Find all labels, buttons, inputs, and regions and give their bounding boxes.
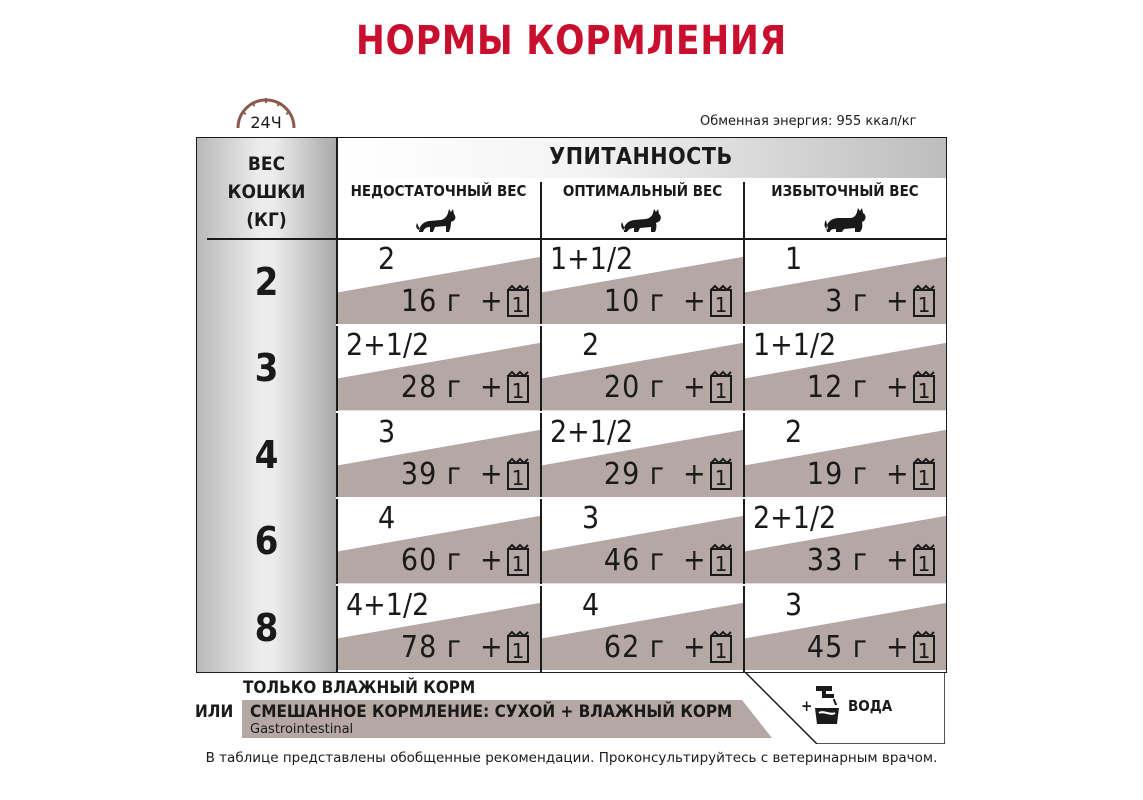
weight-value: 3 [254, 346, 279, 391]
table-cell [745, 586, 946, 670]
pouch-icon-count: 1 [917, 465, 931, 490]
plus-sign: + [480, 629, 503, 665]
pouch-icon-count: 1 [714, 293, 728, 317]
table-cell [542, 240, 743, 324]
dry-grams: 78 г [400, 629, 462, 665]
page-title: НОРМЫ КОРМЛЕНИЯ [356, 18, 787, 64]
pouch-icon-count: 1 [714, 379, 728, 404]
table-cell [338, 413, 540, 497]
column-header-overweight: ИЗБЫТОЧНЫЙ ВЕС [771, 182, 919, 200]
pouch-count: 2 [785, 414, 803, 450]
plus-sign: + [886, 456, 909, 492]
legend-mixed: СМЕШАННОЕ КОРМЛЕНИЕ: СУХОЙ + ВЛАЖНЫЙ КОРМ [250, 702, 733, 722]
wet-pouch-icon [506, 543, 530, 577]
weight-header-line: КОШКИ [227, 181, 306, 203]
pouch-icon-count: 1 [511, 465, 525, 490]
wet-pouch-icon [912, 630, 936, 664]
plus-sign: + [683, 456, 706, 492]
wet-pouch-icon [912, 370, 936, 404]
feeding-table [196, 137, 947, 673]
dry-grams: 3 г [825, 284, 868, 319]
plus-sign: + [886, 629, 909, 665]
wet-pouch-icon [709, 630, 733, 664]
plus-sign: + [683, 370, 706, 406]
table-cell [542, 326, 743, 410]
weight-header-line: ВЕС [247, 153, 286, 175]
wet-pouch-icon [506, 370, 530, 404]
wet-pouch-icon [709, 457, 733, 491]
thin-cat-icon [415, 206, 459, 234]
pouch-icon-count: 1 [917, 379, 931, 404]
table-cell [745, 413, 946, 497]
wet-pouch-icon [912, 284, 936, 318]
pouch-icon-count: 1 [917, 638, 931, 663]
weight-value: 8 [254, 605, 279, 650]
water-plus: + [801, 697, 813, 715]
dry-grams: 29 г [603, 456, 665, 492]
dry-grams: 60 г [400, 543, 462, 579]
pouch-count: 4 [378, 501, 396, 537]
wet-pouch-icon [709, 543, 733, 577]
legend-or: ИЛИ [195, 702, 234, 722]
dry-grams: 62 г [603, 629, 665, 665]
wet-pouch-icon [912, 543, 936, 577]
table-cell [338, 586, 540, 670]
table-cell [338, 326, 540, 410]
weight-value: 6 [254, 519, 279, 564]
wet-pouch-icon [709, 370, 733, 404]
pouch-count: 4 [582, 587, 600, 623]
pouch-count: 2 [378, 242, 396, 277]
wet-pouch-icon [506, 630, 530, 664]
plus-sign: + [886, 284, 909, 319]
pouch-icon-count: 1 [714, 552, 728, 577]
table-cell [745, 326, 946, 410]
column-header-underweight: НЕДОСТАТОЧНЫЙ ВЕС [350, 182, 527, 200]
plus-sign: + [480, 370, 503, 406]
disclaimer: В таблице представлены обобщенные рекомендации. Проконсультируйтесь с ветеринарным врачом. [205, 750, 938, 766]
dry-grams: 10 г [603, 284, 665, 319]
plus-sign: + [886, 370, 909, 406]
pouch-count: 2+1/2 [346, 328, 430, 364]
pouch-count: 3 [785, 587, 803, 623]
plus-sign: + [683, 543, 706, 579]
dry-grams: 28 г [400, 370, 462, 406]
pouch-icon-count: 1 [511, 379, 525, 404]
pouch-icon-count: 1 [511, 638, 525, 663]
table-cell [542, 413, 743, 497]
pouch-count: 2 [582, 328, 600, 364]
dry-grams: 12 г [806, 370, 868, 406]
wet-pouch-icon [506, 457, 530, 491]
pouch-icon-count: 1 [917, 552, 931, 577]
dry-grams: 19 г [806, 456, 868, 492]
legend-product: Gastrointestinal [250, 722, 354, 737]
plus-sign: + [480, 284, 503, 319]
condition-header: УПИТАННОСТЬ [549, 144, 733, 170]
water-bowl-icon [812, 684, 842, 726]
wet-pouch-icon [912, 457, 936, 491]
pouch-count: 4+1/2 [346, 587, 430, 623]
dry-grams: 46 г [603, 543, 665, 579]
water-box [745, 672, 945, 744]
dry-grams: 33 г [806, 543, 868, 579]
weight-value: 4 [254, 432, 279, 477]
pouch-count: 1 [785, 242, 803, 277]
weight-header-line: (КГ) [246, 209, 287, 231]
dry-grams: 16 г [400, 284, 462, 319]
pouch-count: 2+1/2 [753, 501, 837, 537]
pouch-count: 1+1/2 [753, 328, 837, 364]
clock-24h-icon [230, 92, 302, 142]
weight-header [197, 150, 336, 234]
pouch-count: 3 [582, 501, 600, 537]
energy-note: Обменная энергия: 955 ккал/кг [700, 114, 917, 129]
pouch-count: 1+1/2 [550, 242, 634, 277]
table-cell [338, 240, 540, 324]
dry-grams: 20 г [603, 370, 665, 406]
water-label: ВОДА [848, 697, 893, 715]
pouch-icon-count: 1 [714, 638, 728, 663]
normal-cat-icon [620, 206, 664, 234]
plus-sign: + [886, 543, 909, 579]
wet-pouch-icon [506, 284, 530, 318]
plus-sign: + [683, 284, 706, 319]
clock-label: 24Ч [250, 113, 282, 132]
table-cell [745, 499, 946, 583]
pouch-icon-count: 1 [511, 552, 525, 577]
dry-grams: 39 г [400, 456, 462, 492]
weight-value: 2 [254, 260, 279, 304]
dry-grams: 45 г [806, 629, 868, 665]
wet-pouch-icon [709, 284, 733, 318]
table-cell [542, 586, 743, 670]
column-header-optimal: ОПТИМАЛЬНЫЙ ВЕС [562, 182, 723, 200]
plus-sign: + [683, 629, 706, 665]
pouch-icon-count: 1 [917, 293, 931, 317]
table-cell [542, 499, 743, 583]
pouch-icon-count: 1 [714, 465, 728, 490]
pouch-count: 2+1/2 [550, 414, 634, 450]
fat-cat-icon [824, 206, 868, 234]
legend-wet-only: ТОЛЬКО ВЛАЖНЫЙ КОРМ [243, 678, 476, 698]
table-cell [338, 499, 540, 583]
plus-sign: + [480, 543, 503, 579]
table-cell [745, 240, 946, 324]
pouch-icon-count: 1 [511, 293, 525, 317]
pouch-count: 3 [378, 414, 396, 450]
plus-sign: + [480, 456, 503, 492]
